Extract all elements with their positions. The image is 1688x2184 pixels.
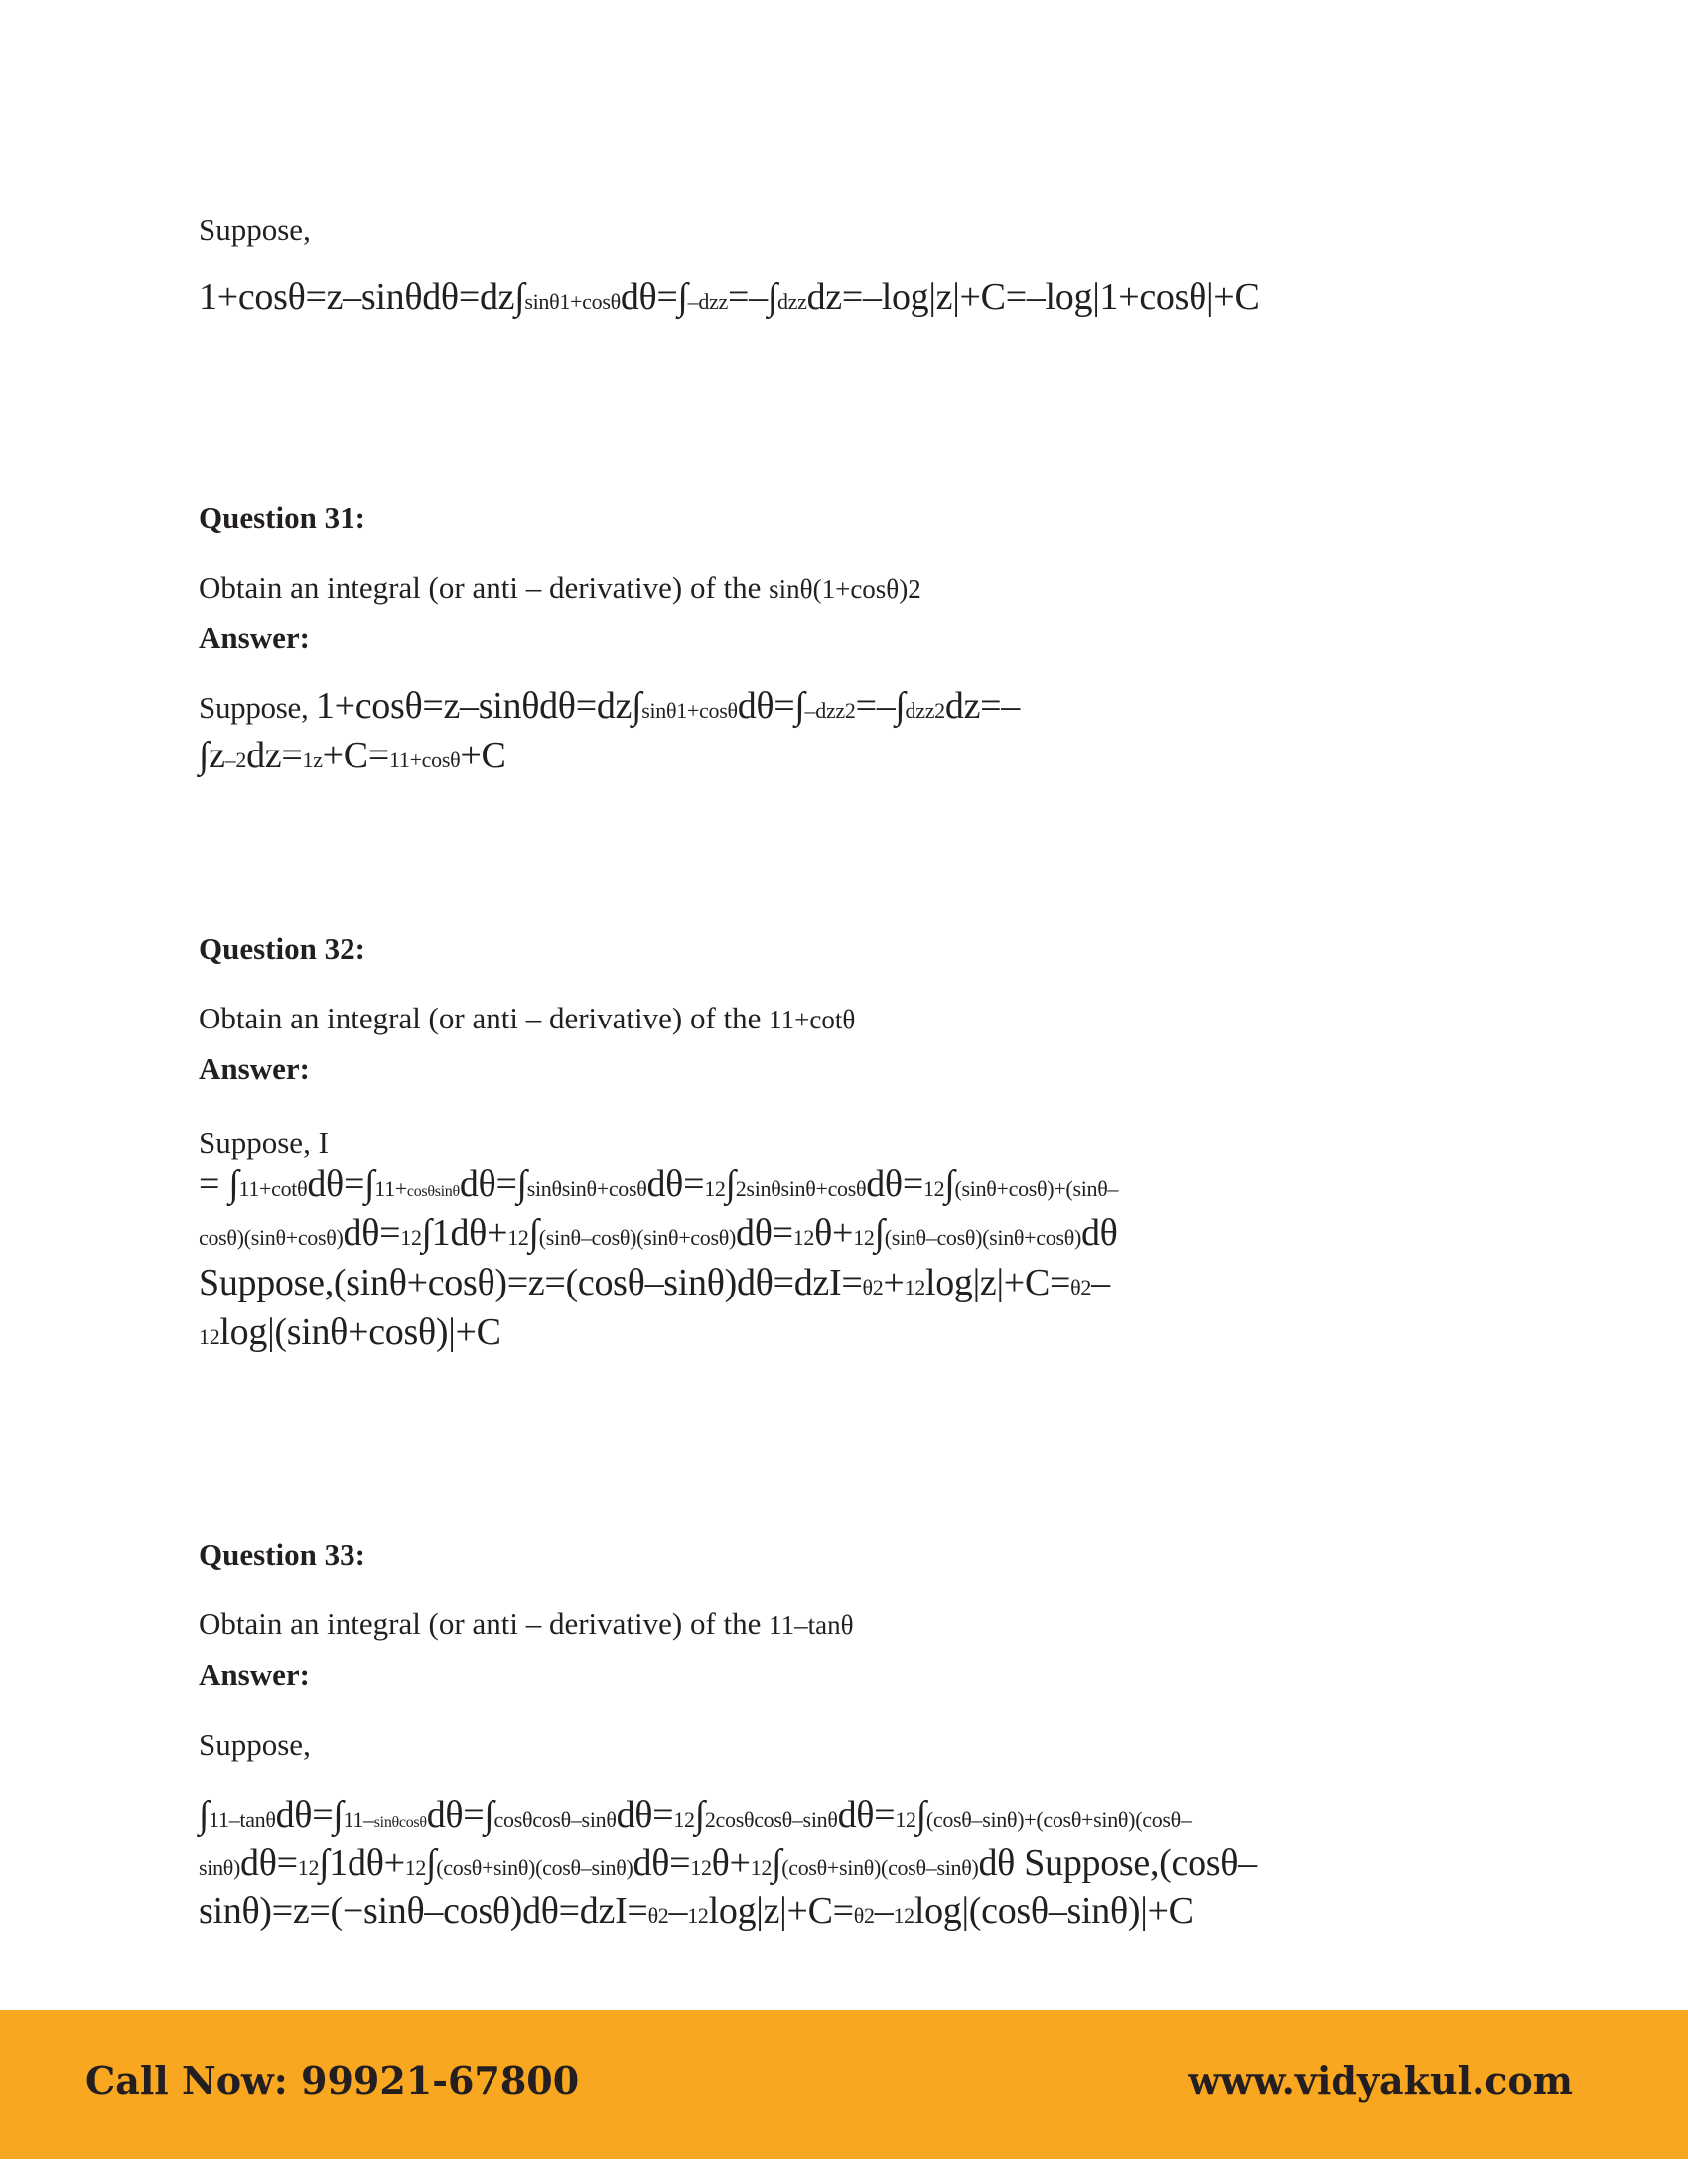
question-33-suppose: Suppose, (199, 1727, 311, 1762)
question-32-answer-label: Answer: (199, 1051, 310, 1086)
question-31-equation-line-2: ∫z–2dz=1z+C=11+cosθ+C (199, 735, 506, 776)
intro-equation: 1+cosθ=z–sinθdθ=dz∫sinθ1+cosθdθ=∫–dzz=–∫dzzdz=–log|z|+C=–log|1+cosθ|+C (199, 276, 1260, 318)
intro-suppose: Suppose, (199, 212, 311, 247)
question-33-prompt: Obtain an integral (or anti – derivative) of the 11–tanθ (199, 1606, 854, 1641)
question-32-equation-line-4: 12log|(sinθ+cosθ)|+C (199, 1311, 501, 1353)
question-32-heading: Question 32: (199, 931, 365, 966)
question-32-equation-line-1: = ∫11+cotθdθ=∫11+cosθsinθdθ=∫sinθsinθ+cosθdθ=12∫2sinθsinθ+cosθdθ=12∫(sinθ+cosθ)+(sinθ– (199, 1163, 1119, 1205)
question-31-equation-line-1: Suppose, 1+cosθ=z–sinθdθ=dz∫sinθ1+cosθdθ=∫–dzz2=–∫dzz2dz=– (199, 685, 1020, 727)
question-32-prompt: Obtain an integral (or anti – derivative) of the 11+cotθ (199, 1001, 856, 1035)
website-link[interactable]: www.vidyakul.com (1188, 2058, 1573, 2103)
question-33-heading: Question 33: (199, 1537, 365, 1571)
question-33-equation-line-2: sinθ)dθ=12∫1dθ+12∫(cosθ+sinθ)(cosθ–sinθ)dθ=12θ+12∫(cosθ+sinθ)(cosθ–sinθ)dθ Suppose,(cosθ– (199, 1843, 1257, 1884)
question-32-equation-line-3: Suppose,(sinθ+cosθ)=z=(cosθ–sinθ)dθ=dzI=θ2+12log|z|+C=θ2– (199, 1262, 1110, 1303)
question-32-suppose: Suppose, I (199, 1125, 329, 1160)
question-31-prompt: Obtain an integral (or anti – derivative) of the sinθ(1+cosθ)2 (199, 570, 921, 605)
question-31-answer-label: Answer: (199, 620, 310, 655)
question-33-equation-line-1: ∫11–tanθdθ=∫11–sinθcosθdθ=∫cosθcosθ–sinθdθ=12∫2cosθcosθ–sinθdθ=12∫(cosθ–sinθ)+(cosθ+sinθ)(cosθ– (199, 1794, 1192, 1836)
call-now-text[interactable]: Call Now: 99921-67800 (85, 2058, 580, 2103)
footer-bar (0, 2010, 1688, 2159)
question-33-answer-label: Answer: (199, 1657, 310, 1692)
question-33-equation-line-3: sinθ)=z=(−sinθ–cosθ)dθ=dzI=θ2–12log|z|+C=θ2–12log|(cosθ–sinθ)|+C (199, 1890, 1194, 1932)
question-31-heading: Question 31: (199, 500, 365, 535)
question-32-equation-line-2: cosθ)(sinθ+cosθ)dθ=12∫1dθ+12∫(sinθ–cosθ)(sinθ+cosθ)dθ=12θ+12∫(sinθ–cosθ)(sinθ+cosθ)dθ (199, 1212, 1118, 1254)
